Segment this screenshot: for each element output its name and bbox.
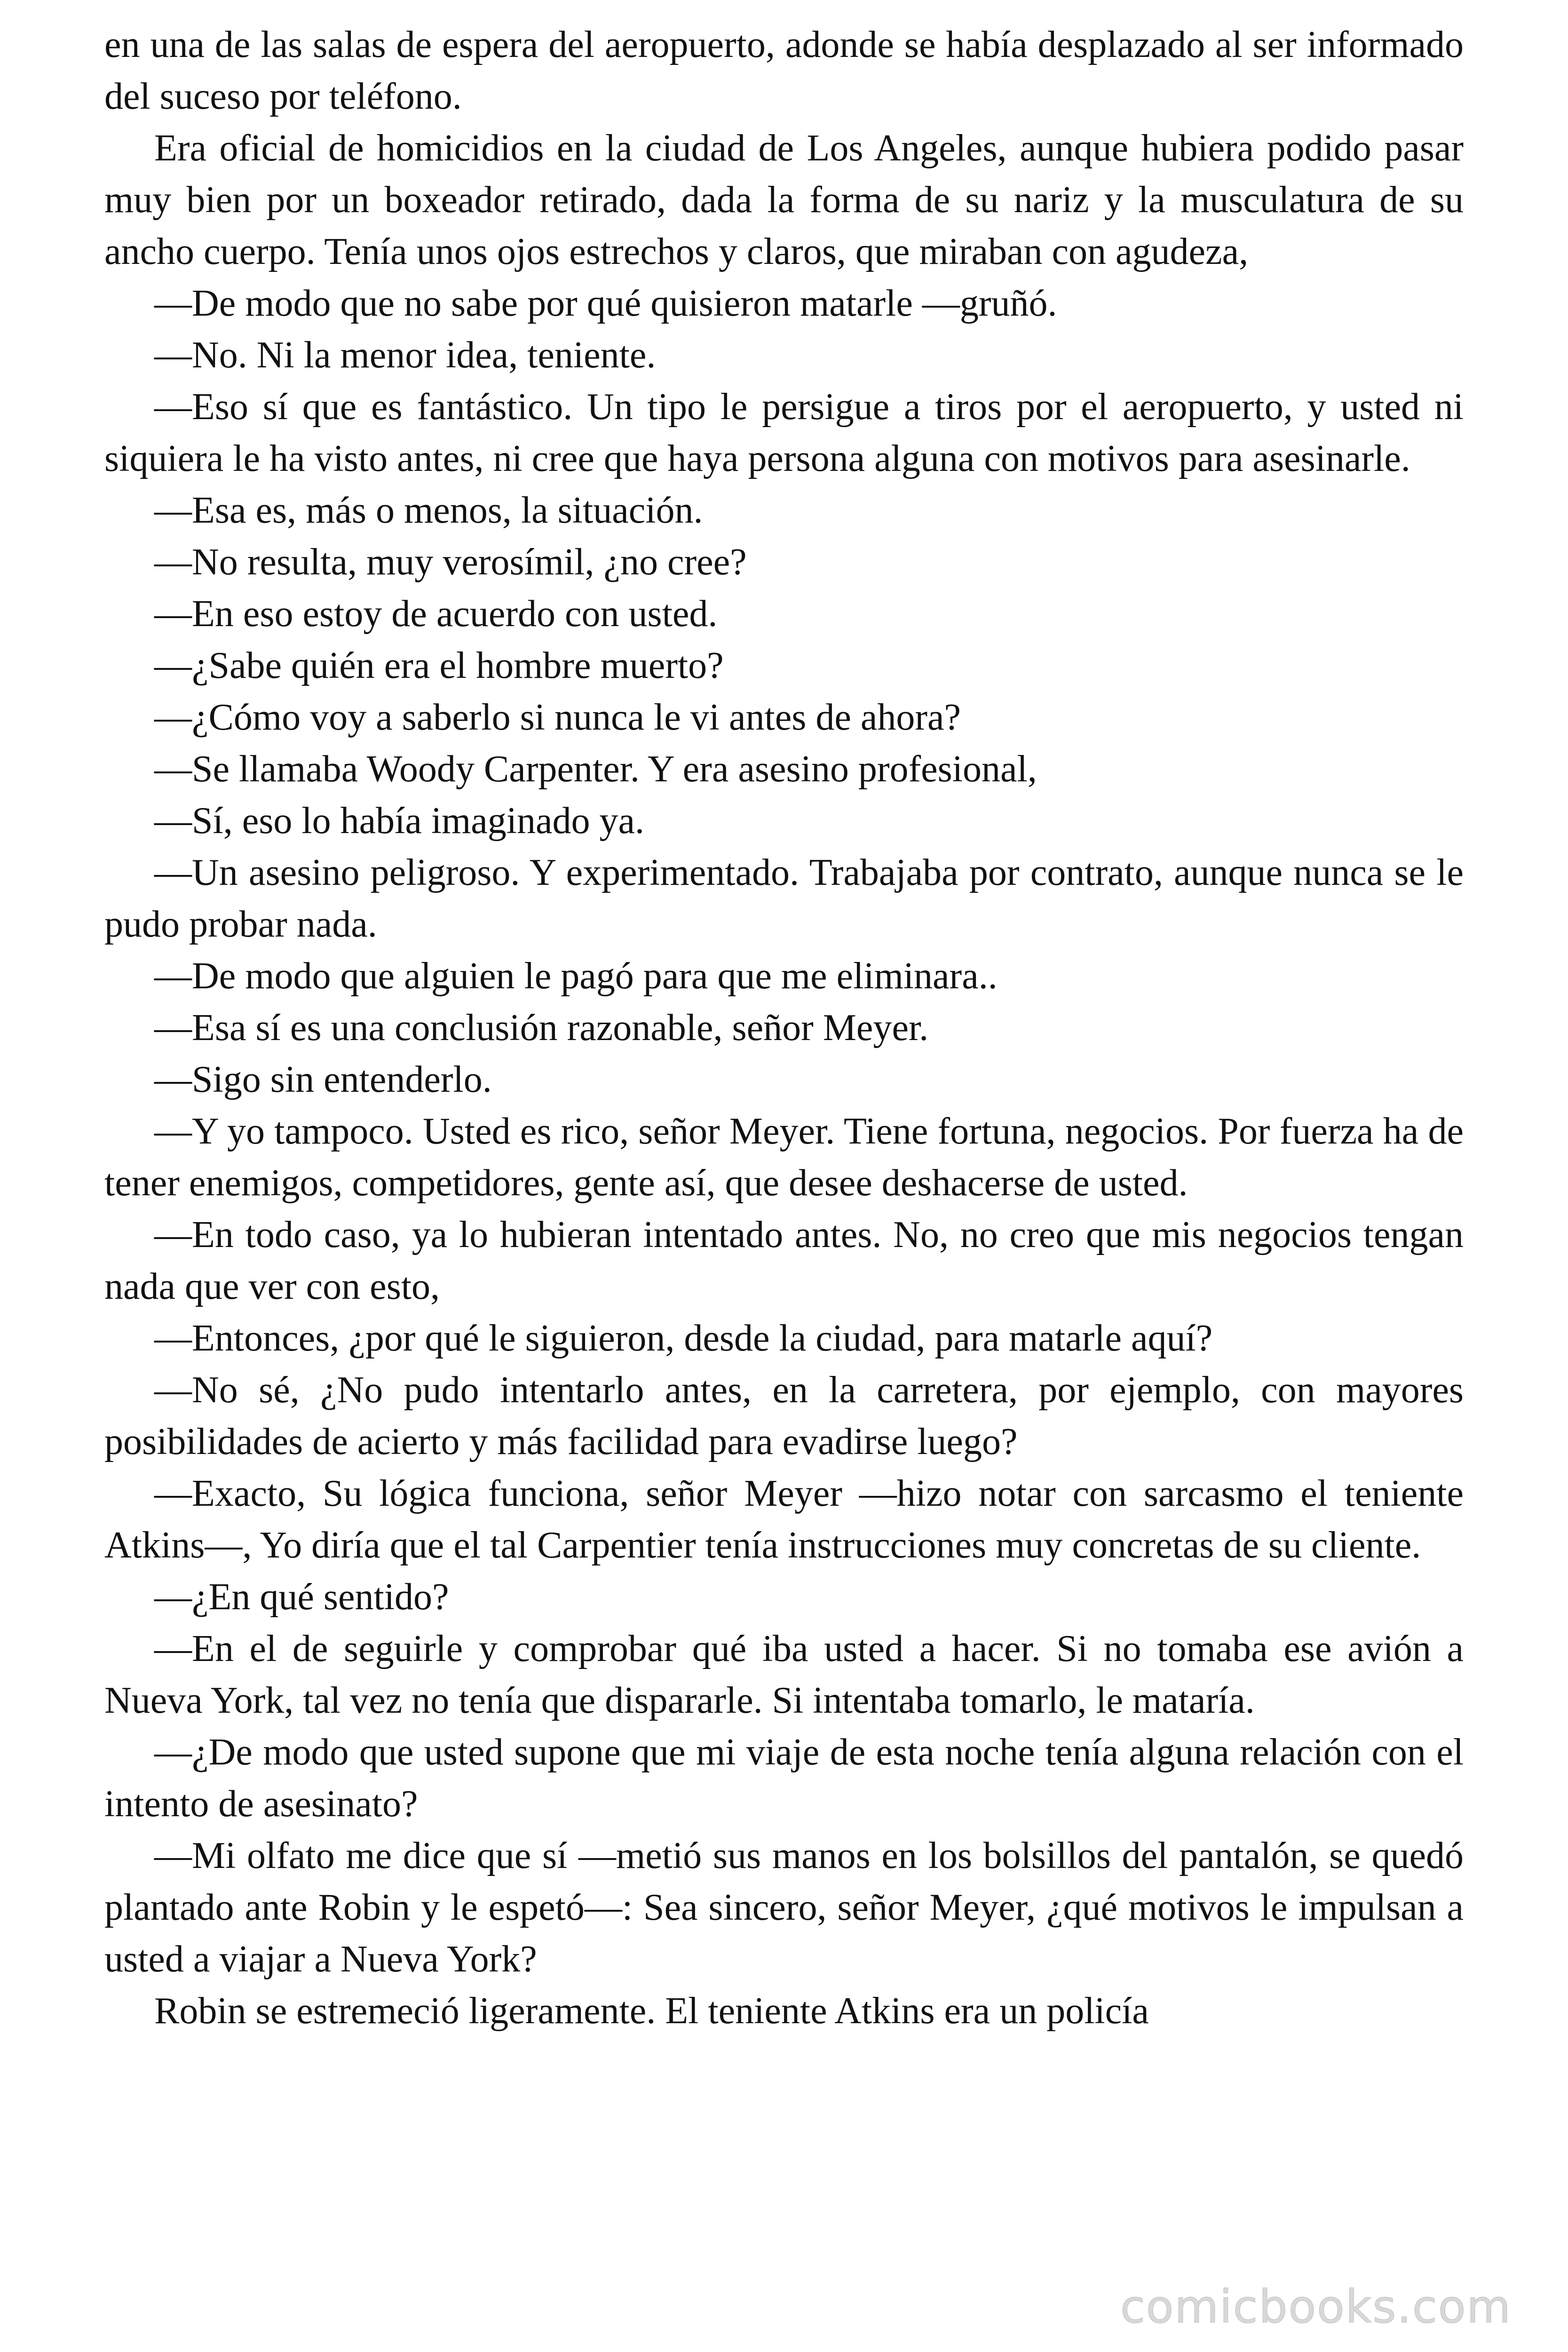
paragraph-15: —Esa sí es una conclusión razonable, señor Meyer. bbox=[154, 1007, 929, 1049]
paragraph-24: —¿De modo que usted supone que mi viaje de esta noche tenía alguna relación con el intento de asesinato? bbox=[104, 1732, 1464, 1825]
paragraph-18: —En todo caso, ya lo hubieran intentado antes. No, no creo que mis negocios tengan nada que ver con esto, bbox=[104, 1214, 1464, 1307]
paragraph-2: Era oficial de homicidios en la ciudad de Los Angeles, aunque hubiera podido pasar muy bien por un boxeador retirado, dada la forma de su nariz y la musculatura de su ancho cuerpo. Tenía unos ojos estrechos y claros, que miraban con agudeza, bbox=[104, 127, 1464, 272]
paragraph-16: —Sigo sin entenderlo. bbox=[154, 1059, 492, 1100]
paragraph-5: —Eso sí que es fantástico. Un tipo le persigue a tiros por el aeropuerto, y usted ni siquiera le ha visto antes, ni cree que haya persona alguna con motivos para asesinarle. bbox=[104, 386, 1464, 479]
paragraph-17: —Y yo tampoco. Usted es rico, señor Meyer. Tiene fortuna, negocios. Por fuerza ha de tener enemigos, competidores, gente así, que desee deshacerse de usted. bbox=[104, 1111, 1464, 1204]
paragraph-12: —Sí, eso lo había imaginado ya. bbox=[154, 800, 645, 842]
paragraph-23: —En el de seguirle y comprobar qué iba usted a hacer. Si no tomaba ese avión a Nueva York, tal vez no tenía que dispararle. Si intentaba tomarlo, le mataría. bbox=[104, 1628, 1464, 1721]
paragraph-11: —Se llamaba Woody Carpenter. Y era asesino profesional, bbox=[154, 748, 1037, 790]
paragraph-1: en una de las salas de espera del aeropuerto, adonde se había desplazado al ser informado del suceso por teléfono. bbox=[104, 24, 1464, 117]
paragraph-3: —De modo que no sabe por qué quisieron matarle —gruñó. bbox=[154, 283, 1057, 324]
site-watermark: comicbooks.com bbox=[1120, 2280, 1512, 2333]
paragraph-7: —No resulta, muy verosímil, ¿no cree? bbox=[154, 541, 747, 583]
paragraph-19: —Entonces, ¿por qué le siguieron, desde la ciudad, para matarle aquí? bbox=[154, 1318, 1213, 1359]
paragraph-22: —¿En qué sentido? bbox=[154, 1576, 449, 1618]
paragraph-21: —Exacto, Su lógica funciona, señor Meyer —hizo notar con sarcasmo el teniente Atkins—, Yo diría que el tal Carpentier tenía instrucciones muy concretas de su cliente. bbox=[104, 1473, 1464, 1566]
paragraph-14: —De modo que alguien le pagó para que me eliminara.. bbox=[154, 955, 998, 997]
paragraph-9: —¿Sabe quién era el hombre muerto? bbox=[154, 645, 724, 686]
document-page bbox=[104, 19, 1464, 2343]
paragraph-10: —¿Cómo voy a saberlo si nunca le vi antes de ahora? bbox=[154, 697, 961, 738]
paragraph-20: —No sé, ¿No pudo intentarlo antes, en la carretera, por ejemplo, con mayores posibilidades de acierto y más facilidad para evadirse luego? bbox=[104, 1369, 1464, 1462]
paragraph-4: —No. Ni la menor idea, teniente. bbox=[154, 334, 656, 376]
paragraph-6: —Esa es, más o menos, la situación. bbox=[154, 490, 703, 531]
paragraph-26: Robin se estremeció ligeramente. El teniente Atkins era un policía bbox=[154, 1990, 1149, 2032]
paragraph-25: —Mi olfato me dice que sí —metió sus manos en los bolsillos del pantalón, se quedó plantado ante Robin y le espetó—: Sea sincero, señor Meyer, ¿qué motivos le impulsan a usted a viajar a Nueva York? bbox=[104, 1835, 1464, 1980]
paragraph-13: —Un asesino peligroso. Y experimentado. Trabajaba por contrato, aunque nunca se le pudo probar nada. bbox=[104, 852, 1464, 945]
paragraph-8: —En eso estoy de acuerdo con usted. bbox=[154, 593, 718, 635]
